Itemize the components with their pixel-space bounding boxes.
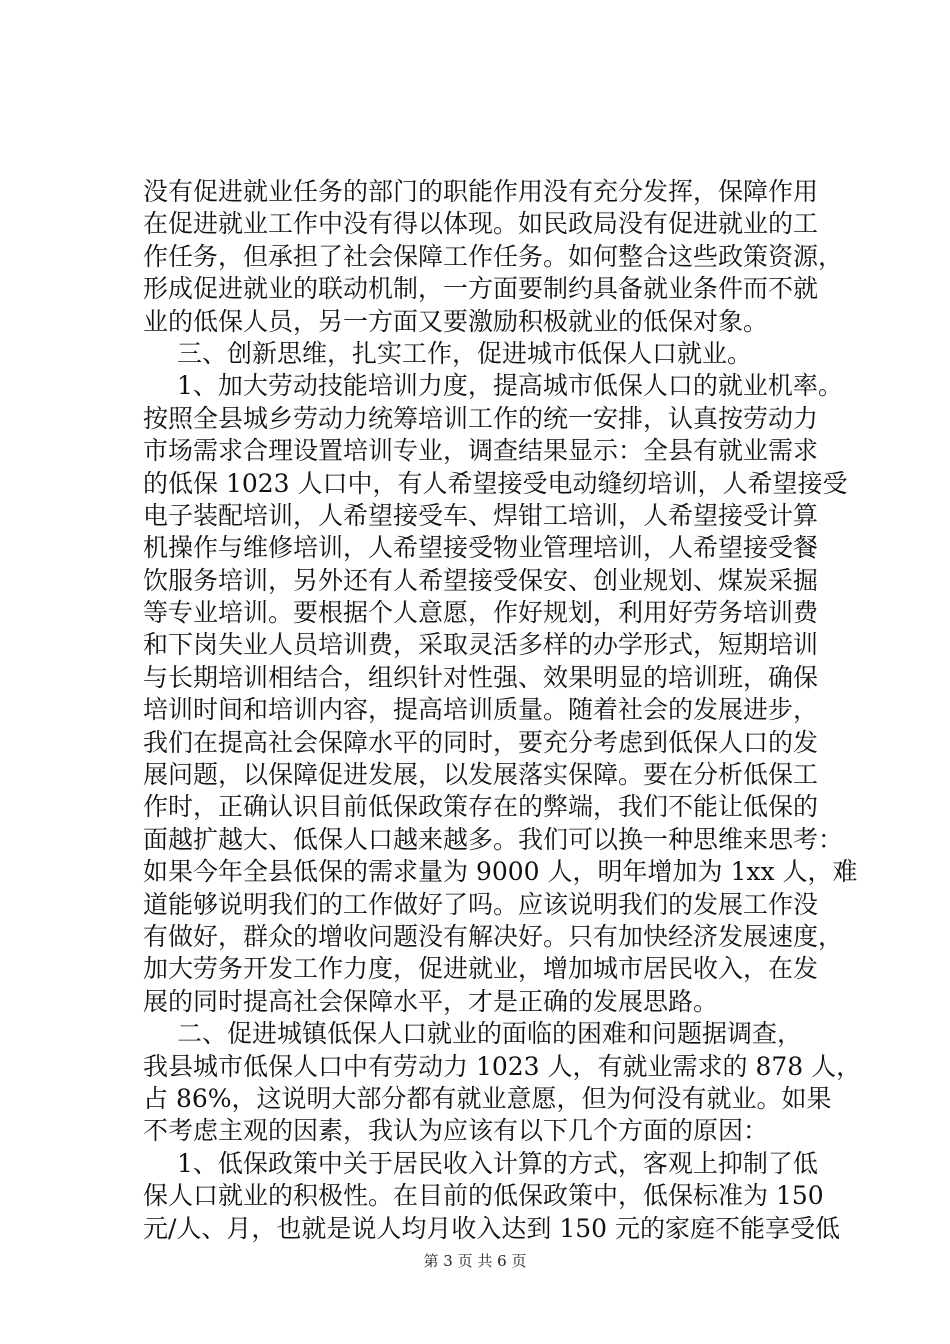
text-line: 市场需求合理设置培训专业，调查结果显示：全县有就业需求 bbox=[143, 436, 819, 466]
text-line: 展的同时提高社会保障水平，才是正确的发展思路。 bbox=[143, 986, 719, 1016]
text-line: 我县城市低保人口中有劳动力 1023 人，有就业需求的 878 人， bbox=[143, 1051, 862, 1081]
text-line: 加大劳务开发工作力度，促进就业，增加城市居民收入，在发 bbox=[143, 954, 819, 984]
paragraph-start: 1、低保政策中关于居民收入计算的方式，客观上抑制了低 bbox=[177, 1148, 818, 1178]
section-heading: 三、创新思维，扎实工作，促进城市低保人口就业。 bbox=[177, 338, 753, 368]
text-line: 作时，正确认识目前低保政策存在的弊端，我们不能让低保的 bbox=[143, 792, 819, 822]
text-line: 电子装配培训，人希望接受车、焊钳工培训，人希望接受计算 bbox=[143, 500, 819, 530]
text-line: 形成促进就业的联动机制，一方面要制约具备就业条件而不就 bbox=[143, 274, 819, 304]
text-line: 我们在提高社会保障水平的同时，要充分考虑到低保人口的发 bbox=[143, 727, 819, 757]
text-line: 元/人、月，也就是说人均月收入达到 150 元的家庭不能享受低 bbox=[143, 1213, 841, 1243]
text-line: 保人口就业的积极性。在目前的低保政策中，低保标准为 150 bbox=[143, 1181, 824, 1211]
document-body bbox=[143, 176, 862, 1245]
text-line: 有做好，群众的增收问题没有解决好。只有加快经济发展速度， bbox=[143, 921, 844, 951]
text-line: 和下岗失业人员培训费，采取灵活多样的办学形式，短期培训 bbox=[143, 630, 819, 660]
text-line: 按照全县城乡劳动力统筹培训工作的统一安排，认真按劳动力 bbox=[143, 403, 819, 433]
section-heading: 二、促进城镇低保人口就业的面临的困难和问题据调查， bbox=[177, 1019, 803, 1049]
text-line: 面越扩越大、低保人口越来越多。我们可以换一种思维来思考： bbox=[143, 824, 844, 854]
text-line: 的低保 1023 人口中，有人希望接受电动缝纫培训，人希望接受 bbox=[143, 468, 848, 498]
text-line: 与长期培训相结合，组织针对性强、效果明显的培训班，确保 bbox=[143, 662, 819, 692]
text-line: 饮服务培训，另外还有人希望接受保安、创业规划、煤炭采掘 bbox=[143, 565, 819, 595]
text-line: 作任务，但承担了社会保障工作任务。如何整合这些政策资源， bbox=[143, 241, 844, 271]
text-line: 展问题，以保障促进发展，以发展落实保障。要在分析低保工 bbox=[143, 760, 819, 790]
text-line: 在促进就业工作中没有得以体现。如民政局没有促进就业的工 bbox=[143, 209, 819, 239]
text-line: 道能够说明我们的工作做好了吗。应该说明我们的发展工作没 bbox=[143, 889, 819, 919]
text-line: 没有促进就业任务的部门的职能作用没有充分发挥，保障作用 bbox=[143, 177, 819, 206]
text-line: 如果今年全县低保的需求量为 9000 人，明年增加为 1xx 人，难 bbox=[143, 857, 858, 887]
text-line: 业的低保人员，另一方面又要激励积极就业的低保对象。 bbox=[143, 306, 769, 336]
text-line: 占 86%，这说明大部分都有就业意愿，但为何没有就业。如果 bbox=[143, 1083, 832, 1113]
text-line: 机操作与维修培训，人希望接受物业管理培训，人希望接受餐 bbox=[143, 533, 819, 563]
paragraph-start: 1、加大劳动技能培训力度，提高城市低保人口的就业机率。 bbox=[177, 371, 843, 401]
text-line: 不考虑主观的因素，我认为应该有以下几个方面的原因： bbox=[143, 1116, 769, 1146]
page-number-footer: 第 3 页 共 6 页 bbox=[423, 1252, 527, 1270]
text-line: 等专业培训。要根据个人意愿，作好规划，利用好劳务培训费 bbox=[143, 598, 819, 628]
text-line: 培训时间和培训内容，提高培训质量。随着社会的发展进步， bbox=[143, 695, 819, 725]
